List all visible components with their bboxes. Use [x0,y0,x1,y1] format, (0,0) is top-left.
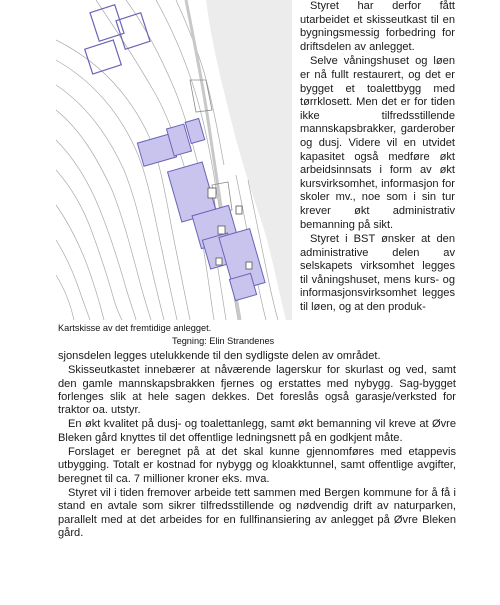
figure-caption: Kartskisse av det fremtidige anlegget. [58,323,212,333]
planned-plots [85,5,150,74]
paragraph: Styret har derfor fått utarbeidet et skisseutkast til en bygningsmessig forbedring for driftsdelen av anlegget. [300,0,455,53]
figure-credit: Tegning: Elin Strandenes [172,336,275,346]
paragraph-continuation: sjonsdelen legges utelukkende til den sydligste delen av området. [58,350,381,362]
paragraph: Skisseutkastet innebærer at nåværende lagerskur for skurlast og ved, samt den gamle mannskapsbrakken fjernes og erstattes med nybygg. Sag-bygget forlenges slik at hele sagen dekkes. Det foreslås også garasje/verksted for traktor oa. utstyr. [58,364,456,417]
paragraph: En økt kvalitet på dusj- og toalettanlegg, samt økt bemanning vil kreve at Øvre Bleken gård knyttes til det offentlige ledningsnett på en godkjent måte. [58,418,456,444]
paragraph: Forslaget er beregnet på at det skal kunne gjennomføres med etappevis utbygging. Totalt er kostnad for nybygg og kloakktunnel, samt offentlige avgifter, beregnet til ca. 7 millioner kroner eks. mva. [58,446,456,485]
site-map-figure [56,0,292,320]
paragraph: Selve våningshuset og løen er nå fullt restaurert, og det er bygget et toalettbygg med tørrklosett. Men det er for tiden ikke tilfredsstillende mannskapsbrakker, garderober og dusj. Videre vil en utvidet kapasitet også medføre økt arbeidsinnsats i form av økt kursvirksomhet, informasjon for skoler mv., noe som i sin tur krever økt administrativ bemanning på sikt. [300,55,455,231]
paragraph: Styret vil i tiden fremover arbeide tett sammen med Bergen kommune for å få i stand en avtale som sikrer tilfredsstillende og nødvendig drift av naturparken, parallelt med at det arbeides for en fullfinansiering av anlegget på Øvre Bleken gård. [58,486,456,539]
site-map-sketch [56,0,292,320]
full-width-text [58,350,456,541]
right-text-column [300,0,455,316]
paragraph: Styret i BST ønsker at den administrative delen av selskapets virksomhet legges til våningshuset, mens kurs- og informasjonsvirksomhet legges til løen, og at den produk- [300,233,455,314]
